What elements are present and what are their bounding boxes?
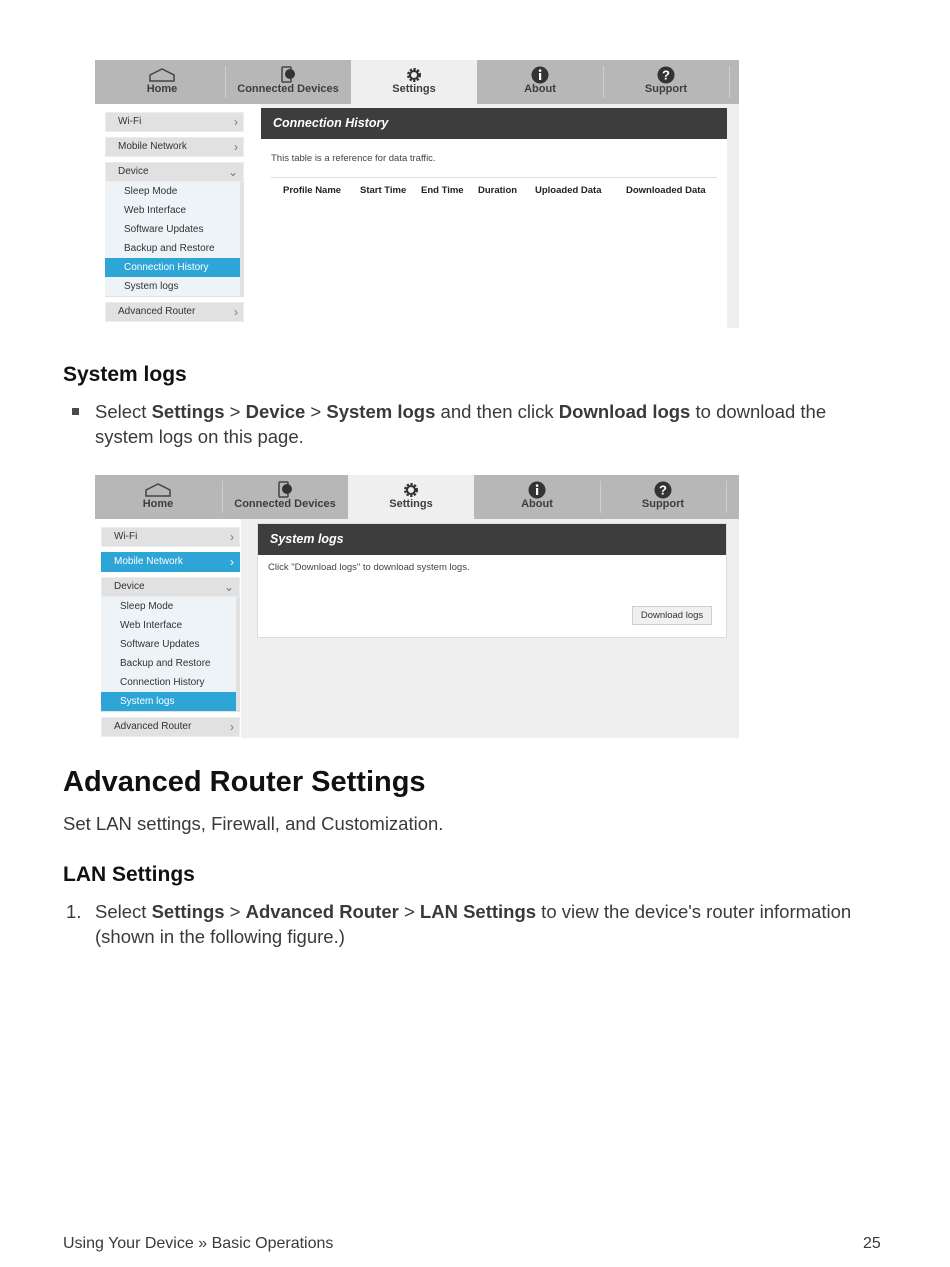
text: > bbox=[224, 901, 246, 922]
sidebar-subitem-web-interface[interactable]: Web Interface bbox=[105, 201, 240, 220]
sidebar-subitem-backup-restore[interactable]: Backup and Restore bbox=[101, 654, 236, 673]
text: to view the device's router information (shown in the following figure.) bbox=[95, 901, 852, 947]
sidebar-subitem-connection-history[interactable]: Connection History bbox=[105, 258, 240, 277]
nav-divider bbox=[726, 481, 727, 513]
sidebar-item-advanced-router[interactable] bbox=[101, 717, 240, 737]
sidebar-subitem-software-updates[interactable]: Software Updates bbox=[101, 635, 236, 654]
ui-path-advanced-router: Advanced Router bbox=[245, 901, 399, 922]
lan-settings-instruction bbox=[95, 899, 885, 949]
sidebar-item-label: Mobile Network bbox=[118, 141, 187, 152]
nav-support-label: Support bbox=[644, 83, 688, 95]
chevron-right-icon: › bbox=[234, 140, 238, 154]
sidebar-item-mobile-network[interactable] bbox=[105, 137, 244, 157]
column-header-uploaded-data: Uploaded Data bbox=[535, 185, 602, 196]
text: and then click bbox=[435, 401, 559, 422]
panel-title: System logs bbox=[258, 524, 726, 555]
sidebar-item-advanced-router[interactable] bbox=[105, 302, 244, 322]
connected-devices-icon bbox=[279, 66, 297, 84]
step-number: 1. bbox=[66, 901, 82, 922]
panel-description: This table is a reference for data traffic. bbox=[271, 153, 436, 164]
question-icon bbox=[657, 66, 675, 84]
svg-text:?: ? bbox=[659, 482, 667, 498]
chevron-right-icon: › bbox=[234, 305, 238, 319]
table-divider bbox=[271, 177, 717, 178]
system-logs-instruction bbox=[95, 399, 885, 449]
text: > bbox=[398, 901, 420, 922]
sidebar-subitem-connection-history[interactable]: Connection History bbox=[101, 673, 236, 692]
column-header-downloaded-data: Downloaded Data bbox=[626, 185, 706, 196]
chevron-right-icon: › bbox=[230, 555, 234, 569]
nav-home-label: Home bbox=[146, 83, 178, 95]
chevron-down-icon: ⌄ bbox=[227, 165, 238, 179]
page-number: 25 bbox=[863, 1235, 881, 1252]
sidebar-subitem-software-updates[interactable]: Software Updates bbox=[105, 220, 240, 239]
sidebar-subitem-system-logs[interactable]: System logs bbox=[105, 277, 240, 296]
system-logs-panel bbox=[257, 523, 727, 638]
download-logs-button[interactable]: Download logs bbox=[632, 606, 712, 625]
lan-settings-heading: LAN Settings bbox=[63, 863, 195, 886]
sidebar-item-label: Advanced Router bbox=[118, 306, 196, 317]
home-icon bbox=[149, 68, 175, 82]
nav-connected-devices-tab[interactable] bbox=[225, 60, 351, 104]
advanced-router-intro: Set LAN settings, Firewall, and Customization. bbox=[63, 813, 444, 834]
system-logs-screenshot bbox=[95, 475, 739, 738]
footer-breadcrumb bbox=[63, 1235, 333, 1253]
sidebar-item-label: Wi-Fi bbox=[118, 116, 142, 127]
sidebar-subitem-web-interface[interactable]: Web Interface bbox=[101, 616, 236, 635]
sidebar-item-wifi[interactable] bbox=[105, 112, 244, 132]
ui-path-settings: Settings bbox=[151, 401, 225, 422]
nav-divider bbox=[729, 66, 730, 98]
nav-about-label: About bbox=[521, 498, 553, 510]
chevron-right-icon: › bbox=[230, 530, 234, 544]
nav-home-tab[interactable] bbox=[99, 60, 225, 104]
system-logs-heading: System logs bbox=[63, 363, 187, 386]
ui-path-lan-settings: LAN Settings bbox=[419, 901, 537, 922]
sidebar-item-label: Advanced Router bbox=[114, 721, 192, 732]
ui-path-device: Device bbox=[245, 401, 306, 422]
chevron-right-icon: › bbox=[234, 115, 238, 129]
device-submenu bbox=[101, 597, 240, 712]
footer-section: Basic Operations bbox=[211, 1235, 334, 1252]
nav-settings-tab[interactable] bbox=[348, 475, 474, 519]
ui-path-settings: Settings bbox=[151, 901, 225, 922]
chevron-down-icon: ⌄ bbox=[223, 580, 234, 594]
connection-history-screenshot bbox=[95, 60, 739, 328]
sidebar-item-wifi[interactable] bbox=[101, 527, 240, 547]
text: Select bbox=[95, 401, 152, 422]
column-header-start-time: Start Time bbox=[360, 185, 407, 196]
text: > bbox=[305, 401, 327, 422]
bullet-marker bbox=[72, 408, 79, 415]
nav-about-tab[interactable] bbox=[474, 475, 600, 519]
nav-home-tab[interactable] bbox=[95, 475, 221, 519]
text: to download the system logs on this page. bbox=[95, 401, 827, 447]
sidebar-item-label: Device bbox=[118, 166, 149, 177]
nav-settings-label: Settings bbox=[389, 498, 433, 510]
info-icon bbox=[531, 66, 549, 84]
sidebar-subitem-sleep-mode[interactable]: Sleep Mode bbox=[105, 182, 240, 201]
nav-home-label: Home bbox=[142, 498, 174, 510]
top-nav-bar bbox=[95, 60, 739, 104]
device-submenu bbox=[105, 182, 244, 297]
panel-title: Connection History bbox=[261, 108, 727, 139]
nav-support-tab[interactable] bbox=[600, 475, 726, 519]
nav-connected-devices-label: Connected Devices bbox=[234, 498, 336, 510]
text: > bbox=[224, 401, 246, 422]
ui-path-system-logs: System logs bbox=[326, 401, 436, 422]
ui-button-download-logs: Download logs bbox=[558, 401, 691, 422]
sidebar-subitem-system-logs[interactable]: System logs bbox=[101, 692, 236, 711]
sidebar-item-label: Mobile Network bbox=[114, 556, 183, 567]
sidebar-item-device[interactable] bbox=[105, 162, 244, 182]
gear-icon bbox=[405, 66, 423, 84]
sidebar-subitem-backup-restore[interactable]: Backup and Restore bbox=[105, 239, 240, 258]
nav-connected-devices-label: Connected Devices bbox=[237, 83, 339, 95]
connection-history-panel bbox=[261, 108, 727, 328]
gear-icon bbox=[402, 481, 420, 499]
info-icon bbox=[528, 481, 546, 499]
nav-support-label: Support bbox=[641, 498, 685, 510]
breadcrumb-separator: » bbox=[198, 1235, 208, 1252]
nav-settings-tab[interactable] bbox=[351, 60, 477, 104]
sidebar-item-label: Wi-Fi bbox=[114, 531, 138, 542]
chevron-right-icon: › bbox=[230, 720, 234, 734]
question-icon bbox=[654, 481, 672, 499]
column-header-duration: Duration bbox=[478, 185, 518, 196]
panel-description: Click "Download logs" to download system logs. bbox=[268, 562, 470, 573]
sidebar-item-mobile-network[interactable] bbox=[101, 552, 240, 572]
sidebar-item-label: Device bbox=[114, 581, 145, 592]
footer-chapter: Using Your Device bbox=[63, 1235, 194, 1252]
top-nav-bar bbox=[95, 475, 739, 519]
advanced-router-heading: Advanced Router Settings bbox=[63, 766, 426, 798]
column-header-end-time: End Time bbox=[421, 185, 464, 196]
nav-connected-devices-tab[interactable] bbox=[222, 475, 348, 519]
connected-devices-icon bbox=[276, 481, 294, 499]
svg-text:?: ? bbox=[662, 67, 670, 83]
sidebar-item-device[interactable] bbox=[101, 577, 240, 597]
nav-about-label: About bbox=[524, 83, 556, 95]
sidebar-subitem-sleep-mode[interactable]: Sleep Mode bbox=[101, 597, 236, 616]
column-header-profile-name: Profile Name bbox=[283, 185, 342, 196]
home-icon bbox=[145, 483, 171, 497]
text: Select bbox=[95, 901, 152, 922]
nav-support-tab[interactable] bbox=[603, 60, 729, 104]
nav-settings-label: Settings bbox=[392, 83, 436, 95]
nav-about-tab[interactable] bbox=[477, 60, 603, 104]
